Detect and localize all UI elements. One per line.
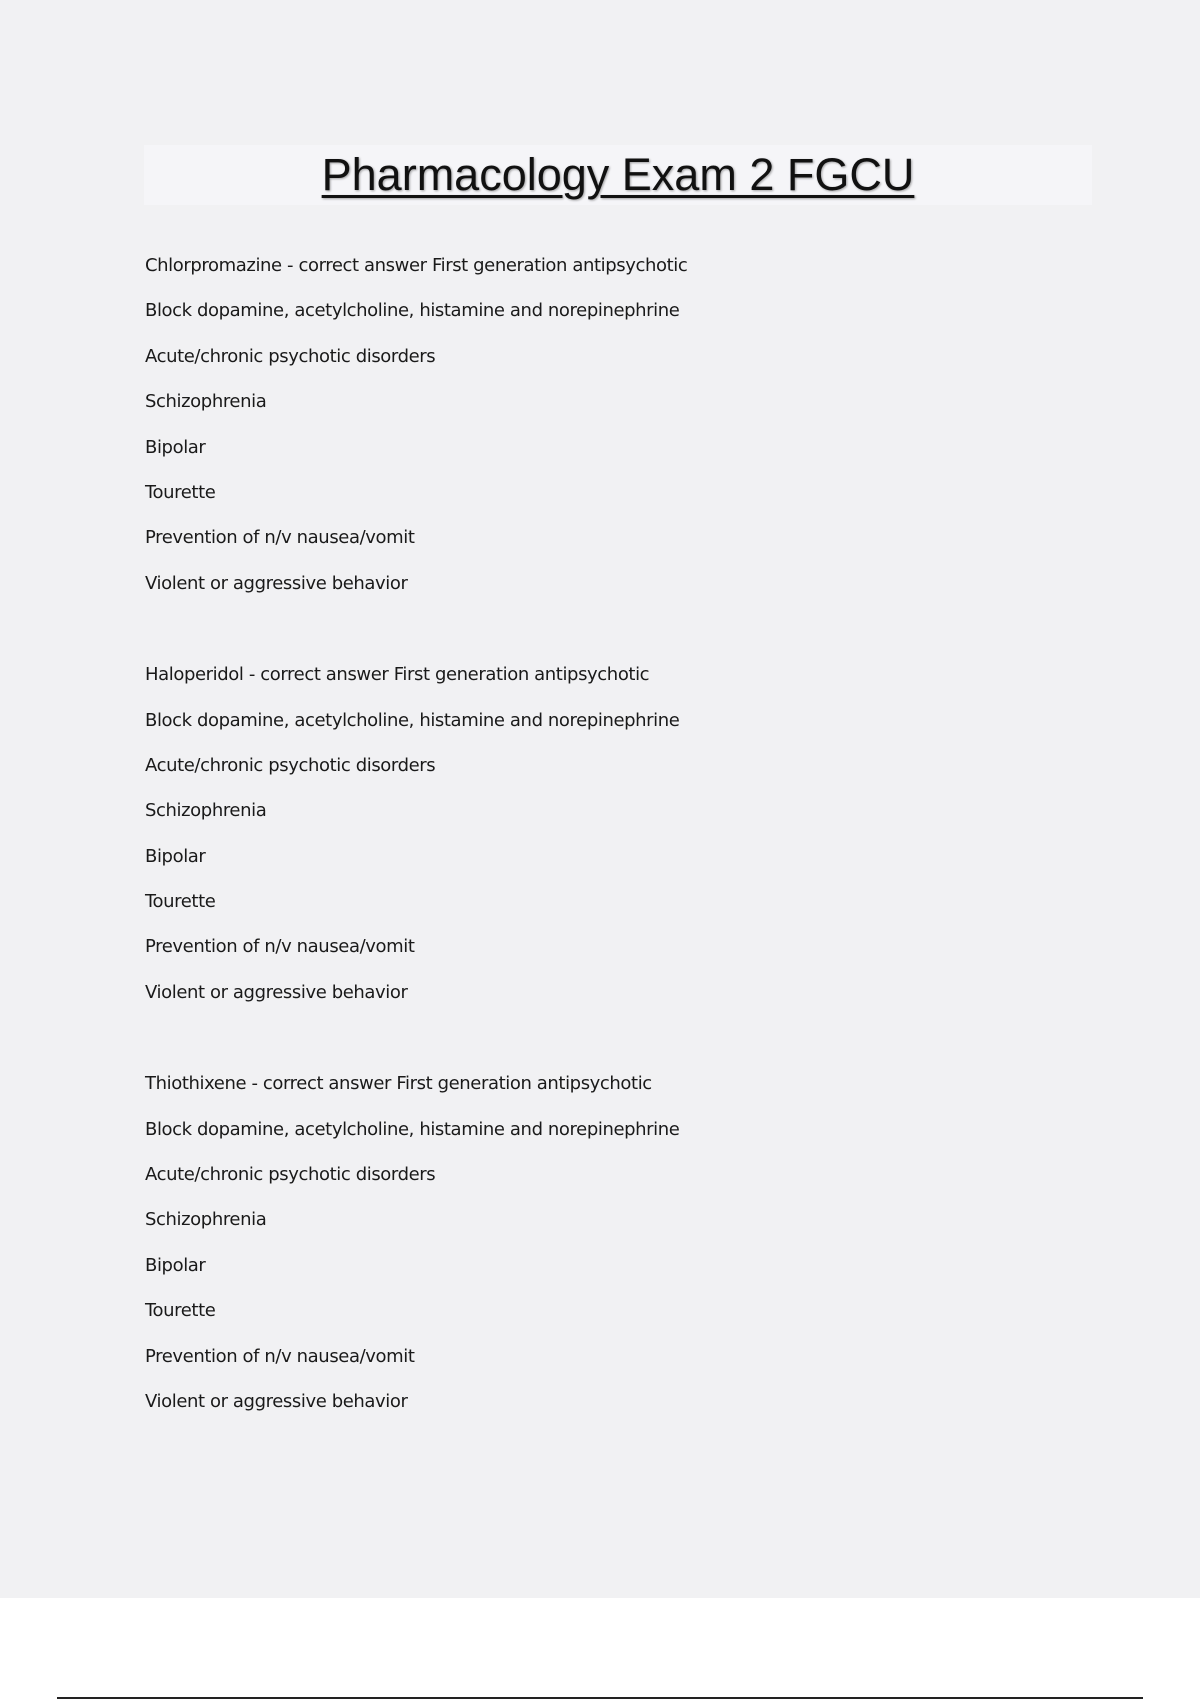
entry-line: Acute/chronic psychotic disorders [145,754,436,776]
entry-line: Bipolar [145,1254,206,1276]
entry-line: Violent or aggressive behavior [145,572,408,594]
entry-line: Bipolar [145,845,206,867]
entry-line: Schizophrenia [145,391,267,413]
drug-entry-chlorpromazine [145,248,1085,611]
drug-entry-thiothixene [145,1066,1085,1429]
entry-line: Bipolar [145,436,206,458]
entry-line: Schizophrenia [145,800,267,822]
entry-line: Block dopamine, acetylcholine, histamine and norepinephrine [145,1118,680,1140]
entry-line: Tourette [145,891,216,913]
entry-heading-line: Haloperidol - correct answer First generation antipsychotic [145,664,650,686]
entry-line: Violent or aggressive behavior [145,1390,408,1412]
entry-line: Acute/chronic psychotic disorders [145,1164,436,1186]
entry-line: Prevention of n/v nausea/vomit [145,1345,415,1367]
entry-line: Violent or aggressive behavior [145,981,408,1003]
entry-heading-line: Thiothixene - correct answer First generation antipsychotic [145,1073,652,1095]
entry-line: Tourette [145,481,216,503]
entry-line: Acute/chronic psychotic disorders [145,345,436,367]
entry-heading-line: Chlorpromazine - correct answer First generation antipsychotic [145,255,688,276]
entry-line: Block dopamine, acetylcholine, histamine and norepinephrine [145,709,680,731]
entry-line: Prevention of n/v nausea/vomit [145,936,415,958]
drug-entry-haloperidol [145,657,1085,1020]
page-divider [57,1697,1143,1699]
document-content [145,248,1085,1429]
document-title: Pharmacology Exam 2 FGCU [321,149,915,200]
entry-line: Block dopamine, acetylcholine, histamine and norepinephrine [145,300,680,322]
entry-line: Prevention of n/v nausea/vomit [145,527,415,549]
entry-line: Tourette [145,1300,216,1322]
entry-line: Schizophrenia [145,1209,267,1231]
